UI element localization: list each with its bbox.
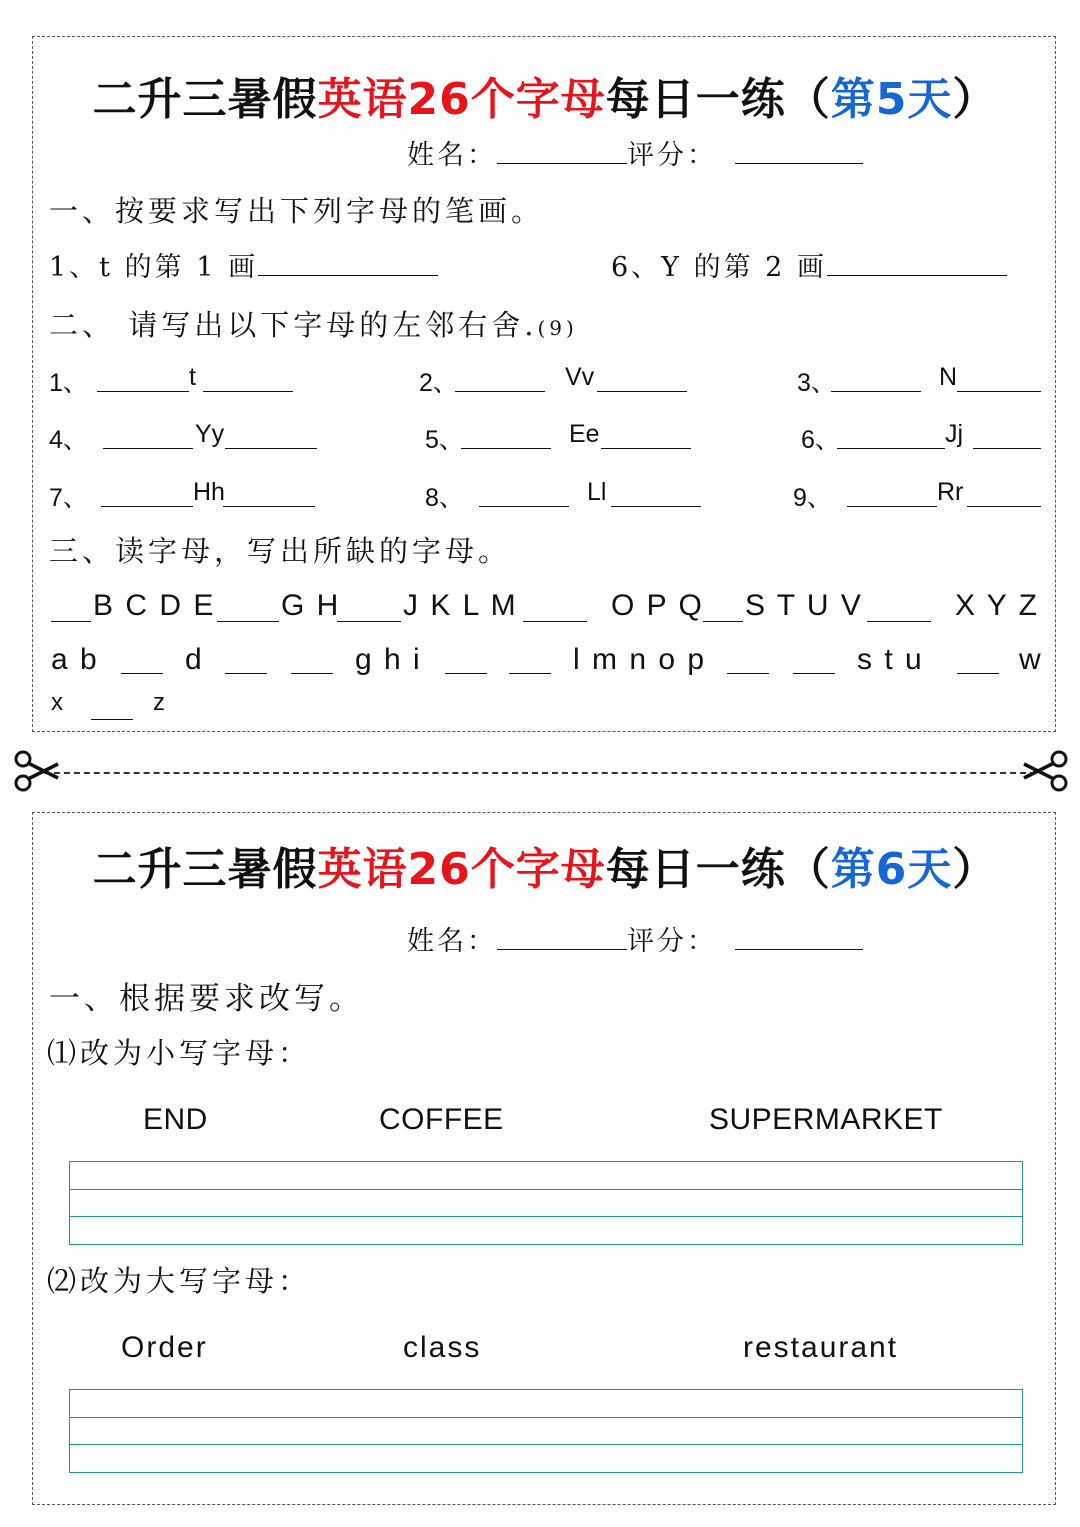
word-to-convert: COFFEE: [379, 1103, 504, 1136]
alphabet-sequence: G H: [281, 589, 341, 622]
item-number: 6、: [801, 426, 840, 454]
day-label: 第6天: [830, 844, 953, 895]
name-score-row: [407, 133, 863, 172]
left-blank[interactable]: [837, 448, 945, 449]
name-field[interactable]: [497, 949, 627, 950]
given-letter: Hh: [193, 478, 225, 506]
scissors-icon: [12, 748, 62, 794]
missing-letter-blank[interactable]: [523, 621, 587, 622]
section1-heading: 一、根据要求改写。: [49, 981, 364, 1017]
right-blank[interactable]: [225, 448, 317, 449]
missing-letter-blank[interactable]: [509, 673, 551, 674]
left-blank[interactable]: [101, 506, 193, 507]
page-title: [33, 63, 1057, 127]
score-label: 评分：: [627, 140, 717, 171]
given-letter: Rr: [937, 478, 964, 506]
worksheet-day6: [32, 812, 1056, 1505]
left-blank[interactable]: [847, 506, 937, 507]
item-number: 2、: [419, 369, 458, 397]
stroke-question-6: [611, 245, 1007, 284]
missing-letter-blank[interactable]: [703, 621, 743, 622]
section3-heading: 三、读字母，写出所缺的字母。: [49, 534, 512, 568]
missing-letter-blank[interactable]: [337, 621, 401, 622]
word-to-convert: END: [143, 1103, 208, 1136]
alphabet-sequence: z: [153, 689, 167, 716]
alphabet-sequence: d: [185, 643, 204, 676]
right-blank[interactable]: [967, 506, 1041, 507]
score-field[interactable]: [735, 163, 863, 164]
word-to-convert: Order: [121, 1331, 208, 1364]
alphabet-sequence: s t u: [857, 643, 924, 676]
word-to-convert: restaurant: [743, 1331, 899, 1364]
missing-letter-blank[interactable]: [51, 621, 91, 622]
score-field[interactable]: [735, 949, 863, 950]
given-letter: Vv: [565, 363, 595, 391]
writing-lines[interactable]: [69, 1161, 1023, 1245]
part1-label: ⑴改为小写字母：: [47, 1036, 312, 1070]
item-number: 1、: [49, 369, 88, 397]
right-blank[interactable]: [973, 448, 1041, 449]
title-highlight: 英语26个字母: [317, 74, 606, 125]
item-number: 9、: [793, 484, 832, 512]
word-to-convert: SUPERMARKET: [709, 1103, 943, 1136]
given-letter: Yy: [195, 420, 225, 448]
section2-heading-text: 二、 请写出以下字母的左邻右舍.: [49, 308, 538, 342]
alphabet-sequence: B C D E: [93, 589, 216, 622]
missing-letter-blank[interactable]: [445, 673, 487, 674]
given-letter: N: [939, 363, 958, 391]
left-blank[interactable]: [461, 448, 551, 449]
item-number: 5、: [425, 426, 464, 454]
part2-label: ⑵改为大写字母：: [47, 1264, 312, 1298]
title-prefix: 二升三暑假: [92, 74, 318, 125]
word-to-convert: class: [403, 1331, 482, 1364]
writing-lines[interactable]: [69, 1389, 1023, 1473]
page-title: [33, 833, 1057, 897]
given-letter: Ll: [587, 478, 607, 506]
answer-blank[interactable]: [258, 275, 438, 276]
missing-letter-blank[interactable]: [225, 673, 267, 674]
title-suffix: 每日一练（: [605, 74, 831, 125]
cut-line: [44, 772, 1036, 774]
scissors-icon: [1020, 748, 1070, 794]
alphabet-sequence: S T U V: [745, 589, 863, 622]
alphabet-sequence: O P Q: [611, 589, 704, 622]
name-label: 姓名：: [407, 926, 497, 957]
missing-letter-blank[interactable]: [957, 673, 999, 674]
left-blank[interactable]: [831, 391, 921, 392]
section1-heading: 一、按要求写出下列字母的笔画。: [49, 194, 545, 228]
section2-note: (9): [537, 316, 578, 340]
missing-letter-blank[interactable]: [91, 719, 133, 720]
right-blank[interactable]: [957, 391, 1041, 392]
alphabet-sequence: w: [1019, 643, 1043, 676]
given-letter: t: [189, 363, 196, 391]
right-blank[interactable]: [203, 391, 293, 392]
right-blank[interactable]: [601, 448, 691, 449]
question-text: 1、t 的第 1 画: [49, 252, 258, 283]
left-blank[interactable]: [455, 391, 545, 392]
answer-blank[interactable]: [827, 275, 1007, 276]
alphabet-sequence: x: [51, 689, 65, 716]
alphabet-sequence: a b: [51, 643, 99, 676]
left-blank[interactable]: [479, 506, 569, 507]
title-close: ）: [952, 74, 998, 125]
right-blank[interactable]: [223, 506, 315, 507]
given-letter: Jj: [945, 420, 964, 448]
alphabet-sequence: J K L M: [403, 589, 518, 622]
title-close: ）: [952, 844, 998, 895]
score-label: 评分：: [627, 926, 717, 957]
alphabet-sequence: l m n o p: [573, 643, 707, 676]
stroke-question-1: [49, 245, 438, 284]
given-letter: Ee: [569, 420, 600, 448]
missing-letter-blank[interactable]: [217, 621, 279, 622]
item-number: 7、: [49, 484, 88, 512]
day-label: 第5天: [830, 74, 953, 125]
title-highlight: 英语26个字母: [317, 844, 606, 895]
question-text: 6、Y 的第 2 画: [611, 252, 827, 283]
item-number: 4、: [49, 426, 88, 454]
alphabet-sequence: X Y Z: [955, 589, 1039, 622]
missing-letter-blank[interactable]: [291, 673, 333, 674]
missing-letter-blank[interactable]: [121, 673, 163, 674]
missing-letter-blank[interactable]: [867, 621, 931, 622]
missing-letter-blank[interactable]: [793, 673, 835, 674]
title-prefix: 二升三暑假: [92, 844, 318, 895]
missing-letter-blank[interactable]: [727, 673, 769, 674]
right-blank[interactable]: [611, 506, 701, 507]
right-blank[interactable]: [597, 391, 687, 392]
alphabet-sequence: g h i: [355, 643, 422, 676]
section2-heading: [49, 303, 578, 344]
left-blank[interactable]: [97, 391, 189, 392]
item-number: 3、: [797, 369, 836, 397]
name-field[interactable]: [497, 163, 627, 164]
worksheet-day5: [32, 36, 1056, 732]
name-label: 姓名：: [407, 140, 497, 171]
name-score-row: [407, 919, 863, 958]
item-number: 8、: [425, 484, 464, 512]
title-suffix: 每日一练（: [605, 844, 831, 895]
left-blank[interactable]: [103, 448, 193, 449]
